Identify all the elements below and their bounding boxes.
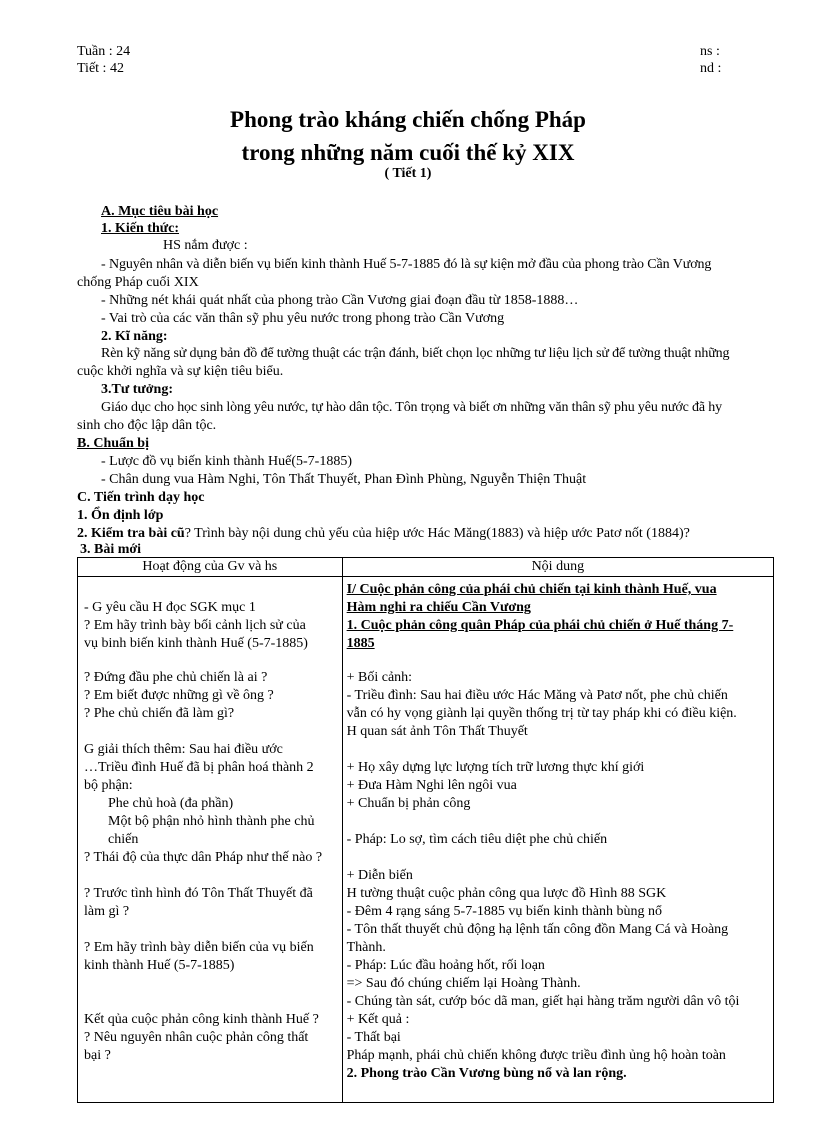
- content-line: - Chúng tàn sát, cướp bóc dã man, giết hại hàng trăm người dân vô tội: [346, 994, 740, 1009]
- ns-label: ns :: [700, 44, 720, 59]
- knowledge-item-1b: chống Pháp cuối XIX: [77, 275, 199, 290]
- content-line: 2. Phong trào Cần Vương bùng nổ và lan rộng.: [346, 1066, 627, 1081]
- content-line: vẫn có hy vọng giành lại quyền thống trị từ tay pháp khi có điều kiện.: [346, 706, 737, 721]
- preparation-item-1: - Lược đồ vụ biến kinh thành Huế(5-7-1885): [101, 454, 352, 469]
- lesson-body: [77, 203, 777, 543]
- content-line: + Kết quả :: [346, 1012, 410, 1027]
- activity-line: bại ?: [84, 1048, 111, 1063]
- table-header-activity: Hoạt động của Gv và hs: [78, 558, 343, 577]
- step-2: [77, 525, 690, 543]
- skills-text-b: cuộc khởi nghĩa và sự kiện tiêu biểu.: [77, 364, 284, 379]
- skills-text-a: Rèn kỹ năng sử dụng bản đồ để tường thuật các trận đánh, biết chọn lọc những tư liệu lịch sử để tường thuật những: [101, 346, 730, 361]
- table-header-content: Nội dung: [342, 558, 773, 577]
- activity-cell: [78, 577, 343, 1103]
- activity-line: ? Em hãy trình bày diễn biến của vụ biến: [84, 940, 314, 955]
- content-line: + Họ xây dựng lực lượng tích trữ lương thực khí giới: [346, 760, 645, 775]
- activity-line: - G yêu cầu H đọc SGK mục 1: [84, 600, 256, 615]
- activity-line: chiến: [108, 832, 139, 847]
- activity-line: Kết qủa cuộc phản công kinh thành Huế ?: [84, 1012, 319, 1027]
- activity-line: ? Em biết được những gì về ông ?: [84, 688, 274, 703]
- content-column: [343, 577, 773, 1102]
- content-line: H quan sát ảnh Tôn Thất Thuyết: [346, 724, 528, 739]
- section-a-heading: [101, 203, 218, 221]
- knowledge-heading: 1. Kiến thức:: [101, 221, 180, 236]
- lesson-subtitle: ( Tiết 1): [384, 166, 432, 181]
- activity-line: ? Đứng đầu phe chủ chiến là ai ?: [84, 670, 268, 685]
- activity-line: bộ phận:: [84, 778, 133, 793]
- content-line: 1885: [346, 636, 375, 651]
- attitude-text-b: sinh cho độc lập dân tộc.: [77, 418, 217, 433]
- content-line: - Tôn thất thuyết chủ động hạ lệnh tấn công đồn Mang Cá và Hoàng: [346, 922, 729, 937]
- content-line: - Pháp: Lúc đầu hoảng hốt, rối loạn: [346, 958, 545, 973]
- content-line: I/ Cuộc phản công của phái chủ chiến tại kinh thành Huế, vua: [346, 582, 717, 597]
- content-line: - Đêm 4 rạng sáng 5-7-1885 vụ biến kinh thành bùng nổ: [346, 904, 662, 919]
- lesson-table: [77, 557, 774, 1103]
- attitude-heading: 3.Tư tưởng:: [101, 382, 174, 397]
- activity-line: Phe chủ hoà (đa phần): [108, 796, 234, 811]
- content-line: Pháp mạnh, phái chủ chiến không được triều đình ủng hộ hoàn toàn: [346, 1048, 726, 1063]
- content-line: - Triều đình: Sau hai điều ước Hác Măng và Patơ nốt, phe chủ chiến: [346, 688, 728, 703]
- content-line: => Sau đó chúng chiếm lại Hoàng Thành.: [346, 976, 581, 991]
- content-line: + Đưa Hàm Nghi lên ngôi vua: [346, 778, 517, 793]
- activity-line: ? Em hãy trình bày bối cảnh lịch sử của: [84, 618, 306, 633]
- content-line: + Chuẩn bị phản công: [346, 796, 471, 811]
- content-line: + Diễn biến: [346, 868, 413, 883]
- activity-line: làm gì ?: [84, 904, 130, 919]
- lesson-title-line1: Phong trào kháng chiến chống Pháp: [230, 107, 586, 132]
- activity-line: ? Trước tình hình đó Tôn Thất Thuyết đã: [84, 886, 313, 901]
- content-line: - Thất bại: [346, 1030, 401, 1045]
- activity-line: kinh thành Huế (5-7-1885): [84, 958, 235, 973]
- activity-line: …Triều đình Huế đã bị phân hoá thành 2: [84, 760, 314, 775]
- attitude-text-a: Giáo dục cho học sinh lòng yêu nước, tự hào dân tộc. Tôn trọng và biết ơn những văn thân sỹ phu yêu nước đã hy: [101, 400, 722, 415]
- section-c-heading: [77, 489, 204, 507]
- knowledge-item-2: - Những nét khái quát nhất của phong trào Cần Vương giai đoạn đầu từ 1858-1888…: [101, 293, 579, 308]
- activity-line: Một bộ phận nhỏ hình thành phe chủ: [108, 814, 315, 829]
- content-line: - Pháp: Lo sợ, tìm cách tiêu diệt phe chủ chiến: [346, 832, 608, 847]
- section-a-heading-text: A. Mục tiêu bài học: [101, 204, 219, 219]
- section-b-heading: B. Chuẩn bị: [77, 436, 149, 451]
- activity-line: ? Thái độ của thực dân Pháp như thế nào ?: [84, 850, 323, 865]
- step-3: 3. Bài mới: [80, 542, 142, 557]
- activity-column: [78, 577, 342, 1102]
- activity-line: ? Phe chủ chiến đã làm gì?: [84, 706, 235, 721]
- knowledge-item-1a: - Nguyên nhân và diễn biến vụ biến kinh thành Huế 5-7-1885 đó là sự kiện mở đầu của phong trào Cần Vương: [101, 257, 712, 272]
- activity-line: ? Nêu nguyên nhân cuộc phản công thất: [84, 1030, 309, 1045]
- period-label: Tiết : 42: [77, 61, 124, 76]
- activity-line: vụ binh biến kinh thành Huế (5-7-1885): [84, 636, 308, 651]
- section-c-heading-text: C. Tiến trình dạy học: [77, 490, 205, 505]
- step-1: 1. Ổn định lớp: [77, 508, 164, 523]
- step-2-text: ? Trình bày nội dung chủ yếu của hiệp ước Hác Măng(1883) và hiệp ước Patơ nốt (1884)?: [184, 526, 690, 541]
- content-line: H tường thuật cuộc phản công qua lược đồ Hình 88 SGK: [346, 886, 667, 901]
- content-line: 1. Cuộc phản công quân Pháp của phái chủ chiến ở Huế tháng 7-: [346, 618, 734, 633]
- content-line: Hàm nghi ra chiếu Cần Vương: [346, 600, 531, 615]
- content-line: Thành.: [346, 940, 386, 955]
- activity-line: G giải thích thêm: Sau hai điều ước: [84, 742, 283, 757]
- knowledge-intro: HS nắm được :: [163, 238, 248, 253]
- week-label: Tuần : 24: [77, 44, 131, 59]
- nd-label: nd :: [700, 61, 722, 76]
- knowledge-item-3: - Vai trò của các văn thân sỹ phu yêu nước trong phong trào Cần Vương: [101, 311, 505, 326]
- content-cell: [342, 577, 773, 1103]
- content-line: + Bối cảnh:: [346, 670, 413, 685]
- skills-heading: 2. Kĩ năng:: [101, 329, 168, 344]
- step-2-label: 2. Kiểm tra bài cũ: [77, 526, 185, 541]
- preparation-item-2: - Chân dung vua Hàm Nghi, Tôn Thất Thuyết, Phan Đình Phùng, Nguyễn Thiện Thuật: [101, 472, 587, 487]
- lesson-title-line2: trong những năm cuối thế kỷ XIX: [241, 140, 575, 165]
